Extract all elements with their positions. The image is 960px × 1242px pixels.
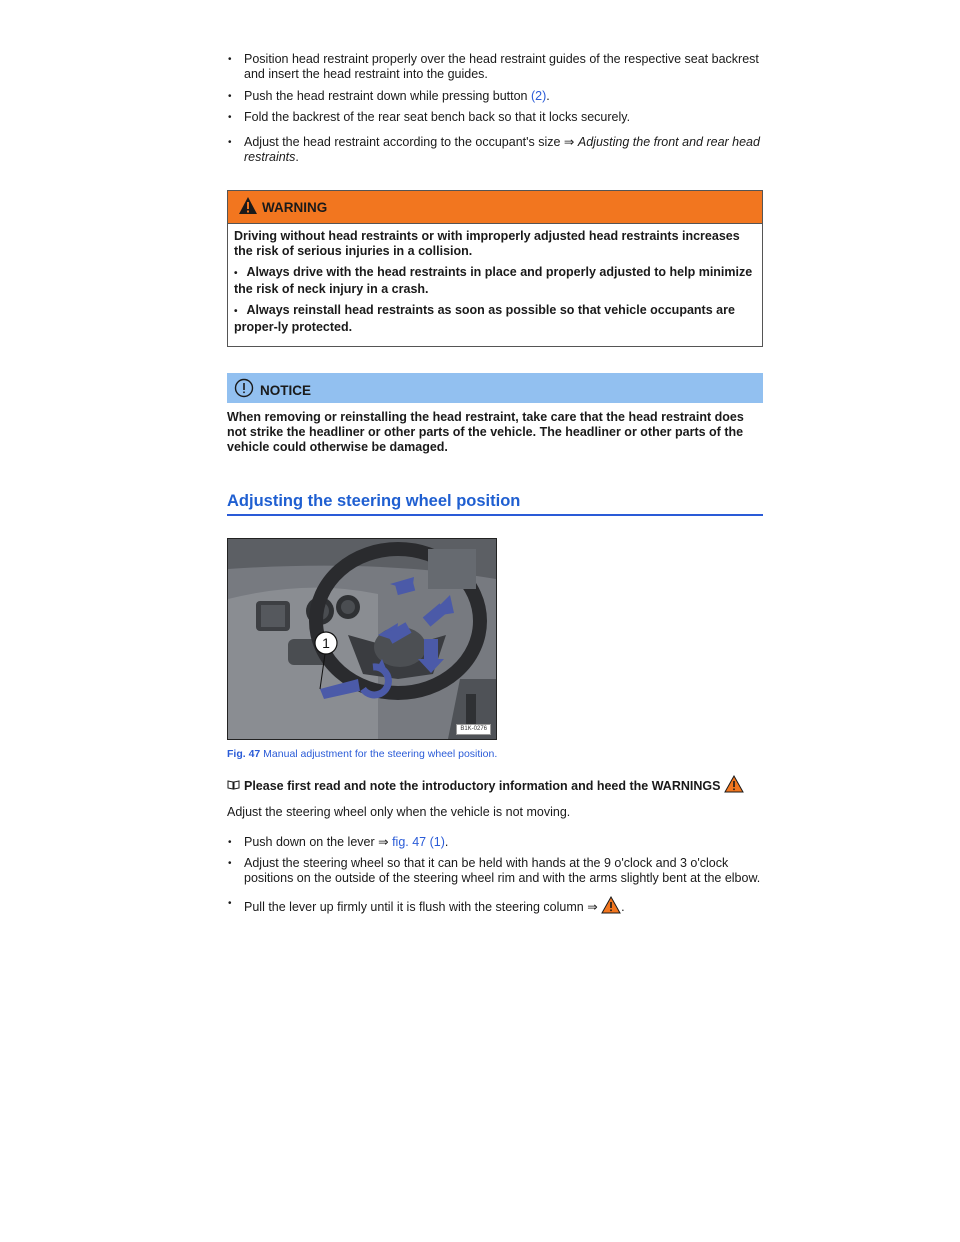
list-item: • Adjust the steering wheel so that it can be held with hands at the 9 o'clock and 3 o'clock positions on the outside of the steering wheel rim and with the arms slightly bent at the elbow. [228, 855, 761, 886]
figure-caption: Fig. 47 Manual adjustment for the steering wheel position. [227, 748, 498, 761]
steering-wheel-figure [227, 538, 497, 740]
bullet-icon: • [234, 306, 238, 318]
notice-text: When removing or reinstalling the head restraint, take care that the head restraint does not strike the headliner or other parts of the vehicle. The headliner or other parts of the vehicle could otherwise be damaged. [227, 409, 744, 454]
list-item: • Always drive with the head restraints in place and properly adjusted to help minimize the risk of neck injury in a crash. [234, 265, 753, 296]
book-icon [227, 779, 240, 794]
warning-triangle-icon[interactable] [601, 896, 621, 918]
warning-body [228, 224, 762, 346]
bullet-icon: • [228, 111, 232, 123]
intro-line: Please first read and note the introductory information and heed the WARNINGS [227, 775, 763, 797]
warning-header [228, 191, 762, 224]
bullet-icon: • [228, 137, 232, 148]
warning-intro: Driving without head restraints or with improperly adjusted head restraints increases the risk of serious injuries in a collision. [234, 228, 740, 258]
callout-label: 1 [322, 635, 330, 652]
list-item: • Push down on the lever ⇒ fig. 47 (1). [228, 834, 449, 849]
bullet-icon: • [228, 54, 232, 65]
steering-wheel-illustration [228, 539, 496, 739]
warning-triangle-icon [238, 196, 258, 219]
exclamation-circle-icon [234, 378, 254, 402]
warning-box [227, 190, 763, 347]
figure-code: B1K-0276 [456, 724, 491, 735]
paragraph: Adjust the steering wheel only when the vehicle is not moving. [227, 805, 571, 820]
list-item: • Always reinstall head restraints as soon as possible so that vehicle occupants are proper-ly protected. [234, 303, 735, 335]
bullet-icon: • [234, 268, 238, 279]
bullet-icon: • [228, 857, 232, 869]
list-item: • Position head restraint properly over the head restraint guides of the respective seat backrest and insert the head restraint into the guides. [228, 52, 759, 82]
list-item: • Fold the backrest of the rear seat bench back so that it locks securely. [228, 109, 631, 124]
warning-triangle-icon[interactable] [724, 775, 744, 797]
cross-reference-link[interactable]: Adjusting the front and rear head restraints [244, 135, 760, 165]
figure-link[interactable]: fig. 47 (1) [392, 834, 445, 849]
document-page [227, 52, 763, 925]
button-2-link[interactable]: (2) [530, 88, 547, 103]
bullet-icon: • [228, 90, 232, 102]
steps-list [227, 835, 763, 919]
bullet-icon: • [228, 836, 232, 848]
list-item: • Push the head restraint down while pressing button (2). [228, 88, 550, 103]
list-item: • Adjust the head restraint according to the occupant's size ⇒ Adjusting the front and rear head restraints. [228, 135, 760, 165]
list-item: • Pull the lever up firmly until it is flush with the steering column ⇒ . [227, 896, 763, 918]
notice-header [227, 373, 763, 403]
warning-title: WARNING [262, 199, 328, 215]
notice-title: NOTICE [260, 382, 312, 398]
bullet-icon: • [228, 898, 232, 910]
section-heading: Adjusting the steering wheel position [227, 491, 763, 516]
